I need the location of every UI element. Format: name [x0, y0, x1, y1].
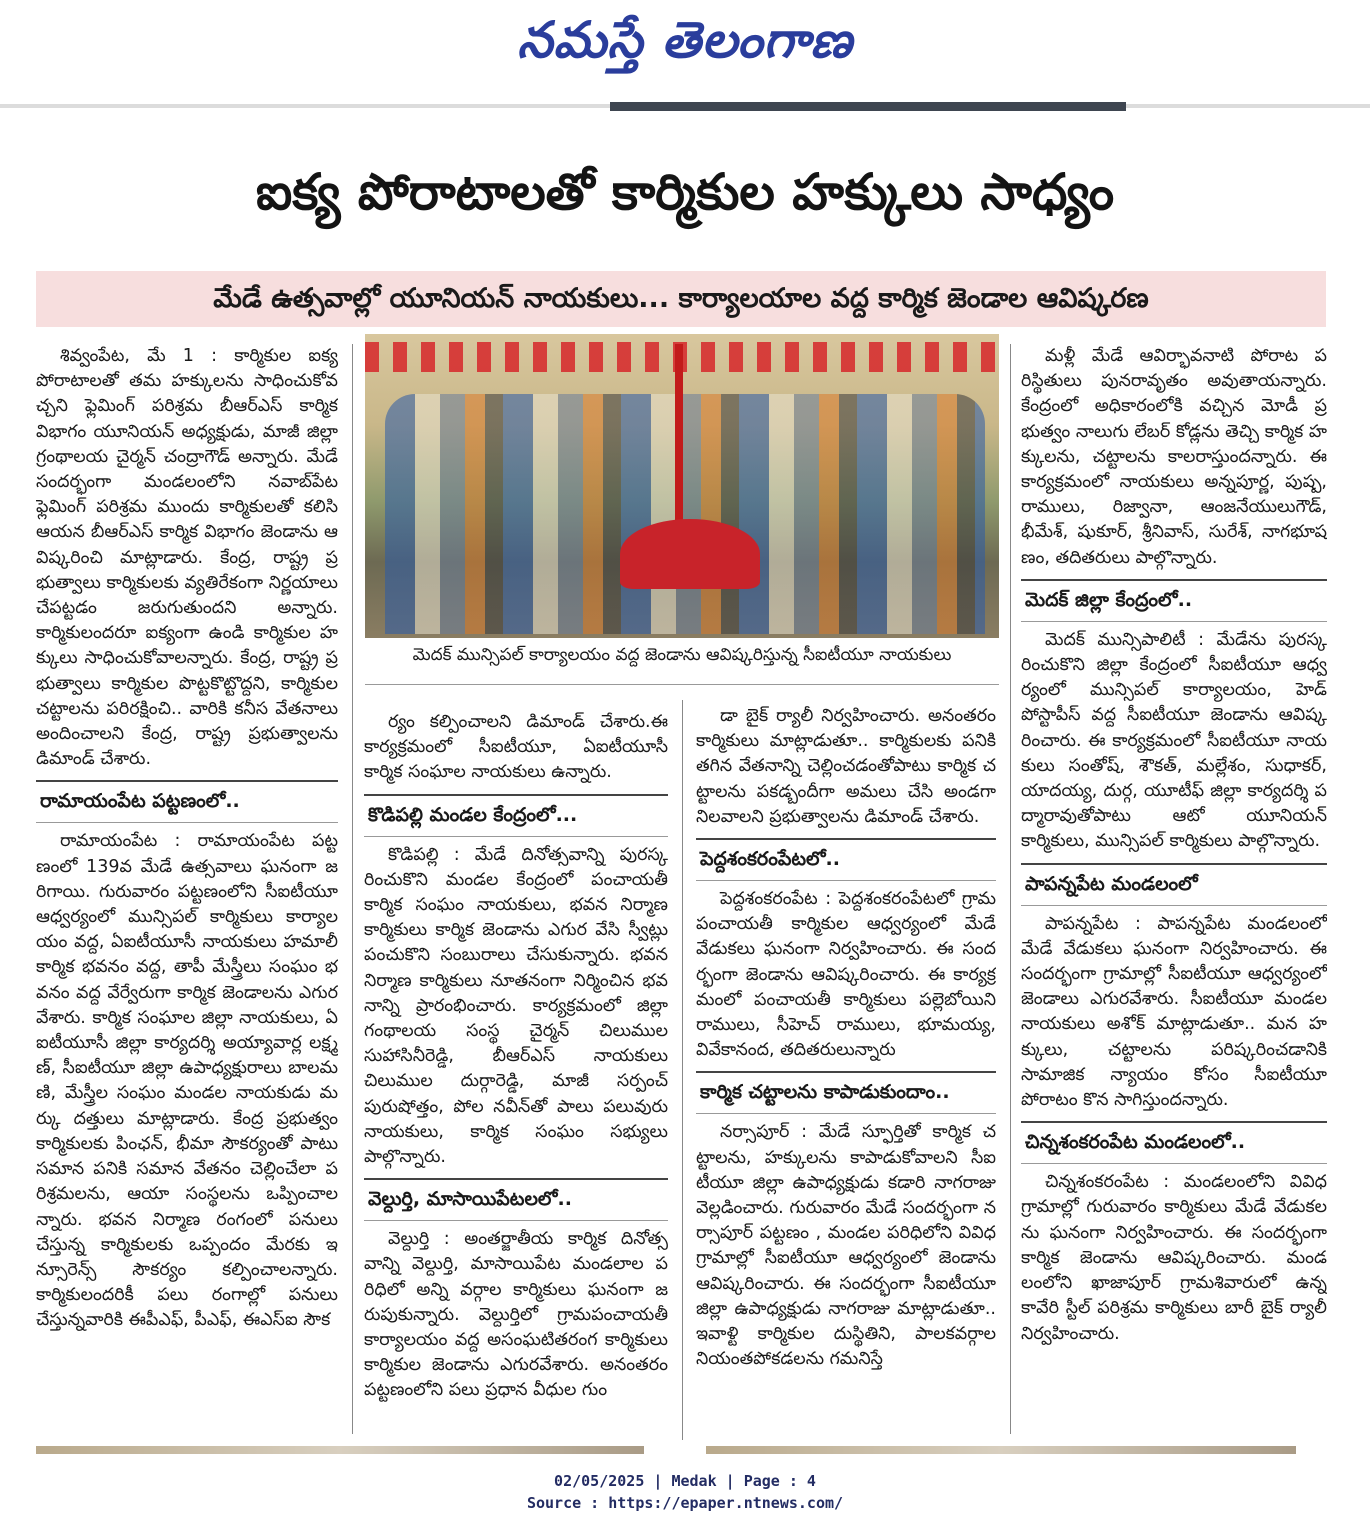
- paragraph: వెల్దుర్తి : అంతర్జాతీయ కార్మిక దినోత్సవాన్ని వెల్దుర్తి, మాసాయిపేట మండలాల పరిధిలో అన్ని వర్గాల కార్మికులు ఘనంగా జరుపుకున్నారు. వెల్దుర్తిలో గ్రామపంచాయతీ కార్యాలయం వద్ద అసంఘటితరంగ కార్మికులు కార్మికుల జెండాను ఎగురవేశారు. అనంతరం పట్టణంలోని పలు ప్రధాన వీధుల గుం: [364, 1229, 668, 1401]
- footer-date-edition: 02/05/2025 | Medak | Page : 4: [554, 1472, 816, 1490]
- column-divider: [352, 344, 353, 1434]
- section-heading: కొడిపల్లి మండల కేంద్రంలో...: [364, 794, 668, 837]
- paragraph: కొడిపల్లి : మేడే దినోత్సవాన్ని పురస్కరించుకొని మండల కేంద్రంలో పంచాయతీ కార్మిక సంఘం నాయకులు, భవన నిర్మాణ కార్మికులు కార్మిక జెండాను ఎగుర వేసి స్వీట్లు పంచుకొని సంబురాలు చేసుకున్నారు. భవన నిర్మాణ కార్మికులు నూతనంగా నిర్మించిన భవనాన్ని ప్రారంభించారు. కార్యక్రమంలో జిల్లా గంథాలయ సంస్థ చైర్మన్ చిలుముల సుహాసినీరెడ్డి, బీఆర్ఎస్ నాయకులు చిలుముల దుర్గారెడ్డి, మాజీ సర్పంచ్ పురుషోత్తం, పోల నవీన్‌తో పాలు పలువురు నాయకులు, కార్మిక సంఘం సభ్యులు పాల్గొన్నారు.: [364, 844, 668, 1168]
- article-column-4: [1021, 344, 1327, 1434]
- section-heading: చిన్నశంకరంపేట మండలంలో..: [1021, 1121, 1327, 1164]
- page-footer: [0, 1470, 1370, 1514]
- article-column-1: [36, 344, 338, 1434]
- paragraph: పెద్దశంకరంపేట : పెద్దశంకరంపేటలో గ్రామపంచాయతీ కార్మికుల ఆధ్వర్యంలో మేడే వేడుకలు ఘనంగా నిర్వహించారు. ఈ సందర్భంగా జెండాను ఆవిష్కరించారు. ఈ కార్యక్రమంలో పంచాయతీ కార్మికులు పల్లెబోయిని రాములు, సీహెచ్ రాములు, భూమయ్య, వివేకానంద, తదితరులున్నారు: [696, 889, 996, 1061]
- subheadline: మేడే ఉత్సవాల్లో యూనియన్ నాయకులు... కార్యాలయాల వద్ద కార్మిక జెండాల ఆవిష్కరణ: [36, 271, 1326, 327]
- header-rule-accent: [610, 102, 1126, 111]
- masthead: [0, 0, 1370, 80]
- column-divider: [1010, 344, 1011, 1434]
- paragraph: మళ్లీ మేడే ఆవిర్భావనాటి పోరాట పరిస్థితులు పునరావృతం అవుతాయన్నారు. కేంద్రంలో అధికారంలోకి వచ్చిన మోడీ ప్రభుత్వం నాలుగు లేబర్ కోడ్లను తెచ్చి కార్మిక హక్కులను, చట్టాలను కాలరాస్తుందన్నారు. ఈ కార్యక్రమంలో నాయకులు అన్నపూర్ణ, పుష్ప, రాములు, రిజ్వానా, ఆంజనేయులుగౌడ్, భీమేశ్, షుకూర్, శ్రీనివాస్, సురేశ్, నాగభూషణం, తదితరులు పాల్గొన్నారు.: [1021, 346, 1327, 568]
- article-column-2: [364, 710, 668, 1440]
- section-heading: పాపన్నపేట మండలంలో: [1021, 863, 1327, 906]
- paragraph: నర్సాపూర్ : మేడే స్ఫూర్తితో కార్మిక చట్టాలను, హక్కులను కాపాడుకోవాలని సీఐటీయూ జిల్లా ఉపాధ్యక్షుడు కడారి నాగరాజు వెల్లడించారు. గురువారం మేడే సందర్భంగా నర్సాపూర్ పట్టణం , మండల పరిధిలోని వివిధ గ్రామాల్లో సీఐటీయూ ఆధ్వర్యంలో జెండాను ఆవిష్కరించారు. ఈ సందర్భంగా సీఐటీయూ జిల్లా ఉపాధ్యక్షుడు నాగరాజు మాట్లాడుతూ.. ఇవాళ్టి కార్మికుల దుస్థితిని, పాలకవర్గాల నియంతపోకడలను గమనిస్తే: [696, 1122, 996, 1370]
- paragraph: ర్యం కల్పించాలని డిమాండ్ చేశారు.ఈ కార్యక్రమంలో సీఐటీయూ, ఏఐటీయూసీ కార్మిక సంఘాల నాయకులు ఉన్నారు.: [364, 712, 668, 783]
- photo-plinth: [620, 519, 760, 589]
- paragraph: చిన్నశంకరంపేట : మండలంలోని వివిధ గ్రామాల్లో గురువారం కార్మికులు మేడే వేడుకలను ఘనంగా నిర్వహించారు. ఈ సందర్భంగా కార్మిక జెండాను ఆవిష్కరించారు. మండలంలోని ఖాజాపూర్ గ్రామశివారులో ఉన్న కావేరి స్టీల్ పరిశ్రమ కార్మికులు బారీ బైక్ ర్యాలీ నిర్వహించారు.: [1021, 1172, 1327, 1344]
- photo-people: [385, 394, 985, 634]
- section-heading: రామాయంపేట పట్టణంలో..: [36, 780, 338, 823]
- paragraph: డా బైక్ ర్యాలీ నిర్వహించారు. అనంతరం కార్మికులు మాట్లాడుతూ.. కార్మికులకు పనికి తగిన వేతనాన్ని చెల్లించడంతోపాటు కార్మిక చట్టాలను పకడ్బందీగా అమలు చేసి అండగా నిలవాలని ప్రభుత్వాలను డిమాండ్ చేశారు.: [696, 706, 996, 827]
- newspaper-logo: నమస్తే తెలంగాణ: [517, 10, 853, 69]
- section-heading: పెద్దశంకరంపేటలో..: [696, 838, 996, 881]
- paragraph: శివ్వంపేట, మే 1 : కార్మికుల ఐక్య పోరాటాలతో తమ హక్కులను సాధించుకోవచ్చని ఫ్లెమింగ్ పరిశ్రమ బీఆర్ఎస్ కార్మిక విభాగం యూనియన్ అధ్యక్షుడు, మాజీ జిల్లా గ్రంథాలయ చైర్మన్ చంద్రాగౌడ్ అన్నారు. మేడే సందర్భంగా మండలంలోని నవాబ్‌పేట ఫ్లెమింగ్ పరిశ్రమ ముందు కార్మికులతో కలిసి ఆయన బీఆర్ఎస్ కార్మిక విభాగం జెండాను ఆవిష్కరించి మాట్లాడారు. కేంద్ర, రాష్ట్ర ప్రభుత్వాలు కార్మికులకు వ్యతిరేకంగా నిర్ణయాలు చేపట్టడం జరుగుతుందని అన్నారు. కార్మికులందరూ ఐక్యంగా ఉండి కార్మికుల హక్కులు సాధించుకోవాలన్నారు. కేంద్ర, రాష్ట్ర ప్రభుత్వాలు కార్మికుల పొట్టకొట్టొద్దని, కార్మికుల చట్టాలను పరిరక్షించి.. వారికి కనీస వేతనాలు అందించాలని కేంద్ర, రాష్ట్ర ప్రభుత్వాలను డిమాండ్ చేశారు.: [36, 346, 338, 770]
- next-photo-strip: [706, 1446, 1296, 1454]
- photo-caption: మెదక్ మున్సిపల్ కార్యాలయం వద్ద జెండాను ఆవిష్కరిస్తున్న సీఐటీయూ నాయకులు: [412, 645, 952, 665]
- column-divider: [682, 700, 683, 1440]
- section-heading: వెల్దుర్తి, మాసాయిపేటలలో..: [364, 1178, 668, 1221]
- paragraph: పాపన్నపేట : పాపన్నపేట మండలంలో మేడే వేడుకలు ఘనంగా నిర్వహించారు. ఈ సందర్భంగా గ్రామాల్లో సీఐటీయూ ఆధ్వర్యంలో జెండాలు ఎగురవేశారు. సీఐటీయూ మండల నాయకులు అశోక్ మాట్లాడుతూ.. మన హక్కులు, చట్టాలను పరిష్కరించడానికి సామాజిక న్యాయం కోసం సీఐటీయూ పోరాటం కొన సాగిస్తుందన్నారు.: [1021, 913, 1327, 1111]
- headline: ఐక్య పోరాటాలతో కార్మికుల హక్కులు సాధ్యం: [255, 163, 1115, 221]
- next-photo-strip: [36, 1446, 644, 1454]
- paragraph: మెదక్ మున్సిపాలిటీ : మేడేను పురస్కరించుకొని జిల్లా కేంద్రంలో సీఐటీయూ ఆధ్వర్యంలో మున్సిపల్ కార్యాలయం, హెడ్ పోస్టాపీస్ వద్ద సీఐటీయూ జెండాను ఆవిష్కరించారు. ఈ కార్యక్రమంలో సీఐటీయూ నాయకులు సంతోష్, శౌకత్, మల్లేశం, సుధాకర్, యాదయ్య, దుర్గ, యూటీఫ్ జిల్లా కార్యదర్శి పద్మారావుతోపాటు ఆటో యూనియన్ కార్మికులు, మున్సిపల్ కార్మికులు పాల్గొన్నారు.: [1021, 629, 1327, 852]
- caption-rule: [365, 684, 999, 685]
- article-column-3: [696, 704, 996, 1444]
- article-photo: [365, 334, 999, 638]
- paragraph: రామాయంపేట : రామాయంపేట పట్టణంలో 139వ మేడే ఉత్సవాలు ఘనంగా జరిగాయి. గురువారం పట్టణంలోని సీఐటీయూ ఆధ్వర్యంలో మున్సిపల్ కార్మికులు కార్యాలయం వద్ద, ఏఐటీయూసీ నాయకులు హమాలీ కార్మిక భవనం వద్ద, తాపీ మేస్త్రీలు సంఘం భవనం వద్ద వేర్వేరుగా కార్మిక జెండాలను ఎగురవేశారు. కార్మిక సంఘాల జిల్లా నాయకులు, ఏఐటీయూసీ జిల్లా కార్యదర్శి అయ్యావార్ల లక్ష్మణ్, సీఐటీయూ జిల్లా ఉపాధ్యక్షురాలు బాలమణి, మేస్త్రీల సంఘం మండల నాయకుడు మర్కు దత్తులు మాట్లాడారు. కేంద్ర ప్రభుత్వం కార్మికులకు పింఛన్, భీమా సౌకర్యంతో పాటు సమాన పనికి సమాన వేతనం చెల్లించేలా పరిశ్రమలను, ఆయా సంస్థలను ఒప్పించాలన్నారు. భవన నిర్మాణ రంగంలో పనులు చేస్తున్న కార్మికులకు ఒప్పందం మేరకు ఇన్సూరెన్స్ సౌకర్యం కల్పించాలన్నారు. కార్మికులందరికీ పలు రంగాల్లో పనులు చేస్తున్నవారికి ఈపీఎఫ్, పీఎఫ్, ఈఎస్ఐ సౌక: [36, 831, 338, 1331]
- section-heading: కార్మిక చట్టాలను కాపాడుకుందాం..: [696, 1071, 996, 1114]
- footer-source-link[interactable]: Source : https://epaper.ntnews.com/: [526, 1494, 844, 1512]
- section-heading: మెదక్ జిల్లా కేంద్రంలో..: [1021, 579, 1327, 622]
